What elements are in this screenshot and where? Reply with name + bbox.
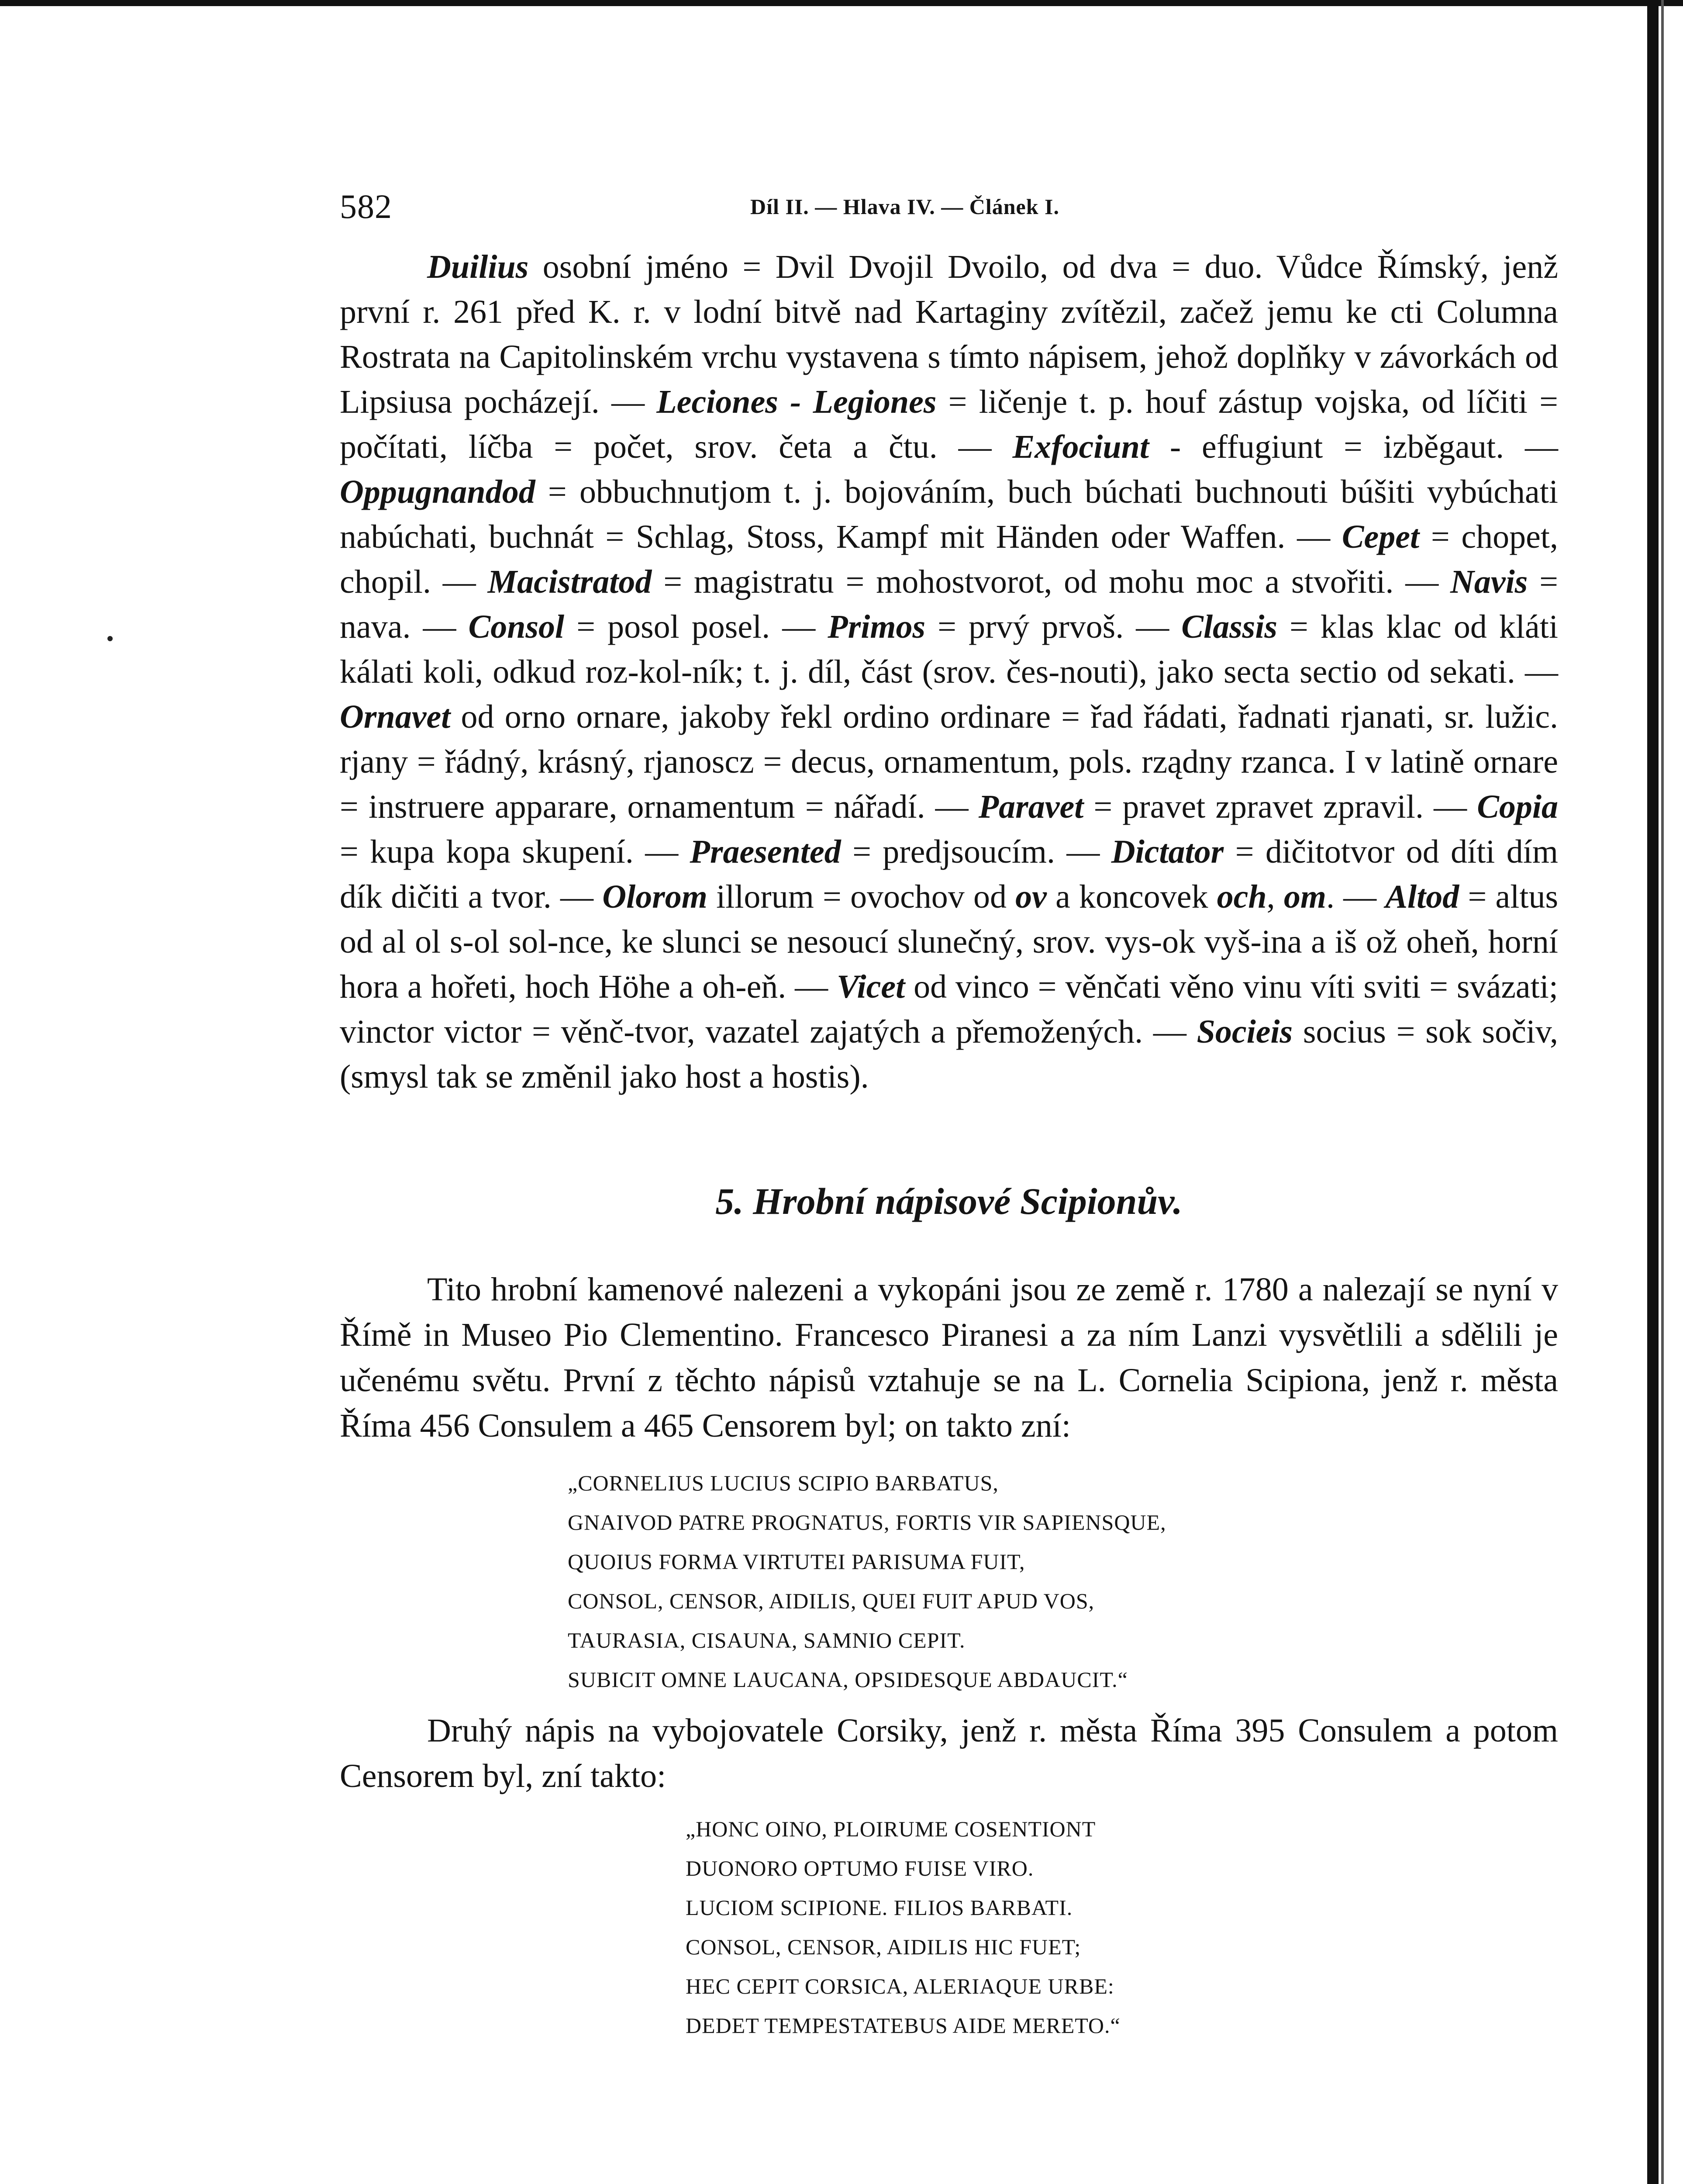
commentary-notes — [340, 245, 1558, 1099]
inscription-line: HEC CEPIT CORSICA, ALERIAQUE URBE: — [686, 1974, 1114, 1998]
commentary-text: = klas klac od kláti kálati koli, odkud roz-kol-ník; t. j. díl, část (srov. čes-nouti), jako secta sectio od sekati. — — [340, 608, 1559, 690]
scan-edge-right — [1647, 0, 1659, 2184]
commentary-text: osobní jméno = Dvil Dvojil Dvoilo, od dva = duo. Vůdce Římský, jenž první r. 261 před K. r. v lodní bitvě nad Kartaginy zvítězil, začež jemu ke cti Columna Rostrata na Capitolinském vrchu vystavena s tímto nápisem, jehož doplňky v závorkách od Lipsiusa pocházejí. — — [340, 249, 1558, 420]
commentary-text: = prvý prvoš. — — [925, 608, 1182, 645]
commentary-text: = magistratu = mohostvorot, od mohu moc a stvořiti. — — [652, 563, 1451, 600]
latin-term: Exfociunt — [1012, 429, 1149, 465]
inscription-line: LUCIOM SCIPIONE. FILIOS BARBATI. — [686, 1895, 1073, 1920]
header-title: Díl II. — Hlava IV. — Článek I. — [750, 194, 1059, 219]
inscription-line: CONSOL, CENSOR, AIDILIS, QUEI FUIT APUD VOS, — [568, 1589, 1095, 1613]
intro-text-1: Tito hrobní kamenové nalezeni a vykopáni jsou ze země r. 1780 a nalezají se nyní v Římě in Museo Pio Clementino. Francesco Piranesi a za ním Lanzi vysvětlili a sdělili je učenému světu. První z těchto nápisů vztahuje se na L. Cornelia Scipiona, jenž r. města Říma 456 Consulem a 465 Censorem byl; on takto zní: — [340, 1271, 1558, 1444]
inscription-line: TAURASIA, CISAUNA, SAMNIO CEPIT. — [568, 1628, 966, 1652]
inscription-corsica — [686, 1809, 1121, 2045]
scan-edge-right-shadow — [1661, 0, 1664, 2184]
commentary-text: illorum = ovochov od — [707, 878, 1016, 915]
inscription-line: „HONC OINO, PLOIRUME COSENTIONT — [686, 1817, 1096, 1841]
latin-term: Paravet — [978, 788, 1084, 825]
commentary-text: = altus od al ol s-ol sol-nce, ke slunci se nesoucí slunečný, srov. vys-ok vyš-ina a iš ož oheň, horní hora a hořeti, hoch Höhe a oh-eň. — — [340, 878, 1559, 1005]
commentary-text: , — [1266, 878, 1284, 915]
latin-term: Navis — [1450, 563, 1528, 600]
latin-term: Ornavet — [340, 698, 451, 735]
commentary-text: = nava. — — [340, 563, 1558, 645]
commentary-text: - effugiunt = izběgaut. — — [1148, 429, 1558, 465]
second-inscription-intro — [340, 1708, 1558, 1799]
inscription-line: „CORNELIUS LUCIUS SCIPIO BARBATUS, — [568, 1471, 999, 1495]
commentary-text: = pravet zpravet zpravil. — — [1083, 788, 1477, 825]
inscription-line: QUOIUS FORMA VIRTUTEI PARISUMA FUIT, — [568, 1549, 1025, 1574]
latin-term: Primos — [828, 608, 926, 645]
latin-term: Duilius — [427, 249, 529, 285]
commentary-text: . — — [1326, 878, 1386, 915]
latin-term: Olorom — [602, 878, 707, 915]
section-heading: 5. Hrobní nápisové Scipionův. — [715, 1180, 1183, 1222]
commentary-text: od orno ornare, jakoby řekl ordino ordinare = řad řádati, řadnati rjanati, sr. lužic. rjany = řádný, krásný, rjanoscz = decus, ornamentum, pols. rządny rzanca. I v latině ornare = instruere apparare, ornamentum = nářadí. — — [340, 698, 1558, 825]
latin-term: ov — [1015, 878, 1047, 915]
commentary-text: = chopet, chopil. — — [340, 518, 1558, 600]
commentary-text: = predjsoucím. — — [841, 833, 1111, 870]
page-number: 582 — [340, 187, 392, 225]
latin-term: Altod — [1385, 878, 1459, 915]
latin-term: om — [1283, 878, 1326, 915]
latin-term: Vicet — [837, 968, 905, 1005]
commentary-text: = obbuchnutjom t. j. bojováním, buch búchati buchnouti búšiti vybúchati nabúchati, buchnát = Schlag, Stoss, Kampf mit Händen oder Waffen. — — [340, 473, 1558, 555]
intro-text-2: Druhý nápis na vybojovatele Corsiky, jenž r. města Říma 395 Consulem a potom Censorem byl, zní takto: — [340, 1712, 1558, 1794]
latin-term: Copia — [1477, 788, 1558, 825]
latin-term: Consol — [468, 608, 565, 645]
commentary-text: = kupa kopa skupení. — — [340, 833, 690, 870]
latin-term: Classis — [1181, 608, 1277, 645]
commentary-text: od vinco = věnčati věno vinu víti sviti = svázati; vinctor victor = věnč-tvor, vazatel zajatých a přemožených. — — [340, 968, 1559, 1050]
scan-speck — [107, 636, 113, 641]
section-intro-paragraph — [340, 1267, 1558, 1448]
inscription-line: GNAIVOD PATRE PROGNATUS, FORTIS VIR SAPIENSQUE, — [568, 1510, 1166, 1534]
inscription-line: DEDET TEMPESTATEBUS AIDE MERETO.“ — [686, 2013, 1121, 2038]
latin-term: Oppugnandod — [340, 473, 535, 510]
inscription-line: CONSOL, CENSOR, AIDILIS HIC FUET; — [686, 1935, 1081, 1959]
inscription-line: SUBICIT OMNE LAUCANA, OPSIDESQUE ABDAUCIT.“ — [568, 1667, 1128, 1692]
commentary-paragraph — [340, 245, 1558, 1099]
commentary-text: = dičitotvor od díti dím dík dičiti a tvor. — — [340, 833, 1558, 915]
inscription-barbatus — [568, 1463, 1166, 1699]
running-header — [340, 183, 1152, 232]
latin-term: Leciones - Legiones — [656, 384, 937, 420]
inscription-line: DUONORO OPTUMO FUISE VIRO. — [686, 1856, 1034, 1880]
latin-term: Macistratod — [487, 563, 652, 600]
latin-term: Praesented — [690, 833, 841, 870]
commentary-text: socius = sok sočiv, (smysl tak se změnil jako host a hostis). — [340, 1013, 1558, 1095]
latin-term: Socieis — [1197, 1013, 1293, 1050]
latin-term: och — [1217, 878, 1267, 915]
commentary-text: a koncovek — [1046, 878, 1217, 915]
latin-term: Dictator — [1111, 833, 1224, 870]
scan-edge-top — [0, 0, 1683, 6]
latin-term: Cepet — [1342, 518, 1420, 555]
commentary-text: = posol posel. — — [564, 608, 828, 645]
commentary-text: = ličenje t. p. houf zástup vojska, od líčiti = počítati, líčba = počet, srov. četa a čtu. — — [340, 384, 1558, 465]
